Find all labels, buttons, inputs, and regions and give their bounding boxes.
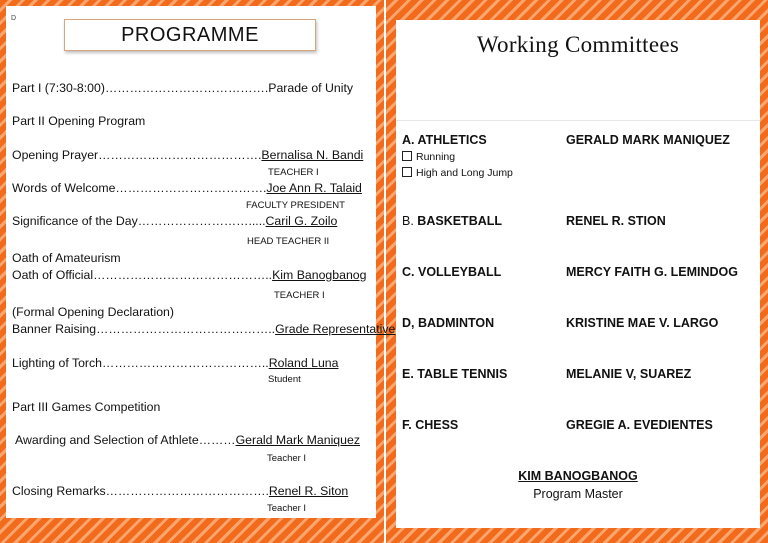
committee-letter: C. [402,265,418,279]
committee-sport: CHESS [415,418,459,432]
opening-prayer-role: TEACHER I [268,167,319,178]
program-master-role: Program Master [533,487,623,501]
oath-official-label: Oath of Official [12,268,94,282]
basketball-head: RENEL R. STION [566,214,666,228]
part1-label: Part I (7:30-8:00) [12,81,105,95]
event-label: Running [416,151,456,163]
part3-heading: Part III Games Competition [12,400,161,414]
checkbox-icon [402,151,412,161]
awarding-label: Awarding and Selection of Athlete [15,433,199,447]
dot-leader: …………………………………….. [96,322,276,336]
closing-name: Renel R. Siton [268,484,349,498]
chess-head: GREGIE A. EVEDIENTES [566,418,713,432]
welcome-line [12,181,374,195]
committees-panel [396,20,760,528]
event-jump [402,167,513,179]
welcome-name: Joe Ann R. Talaid [266,181,362,195]
significance-line [12,214,374,228]
programme-panel [6,6,396,518]
corner-mark: D [11,15,17,22]
formal-opening-line: (Formal Opening Declaration) [12,305,174,319]
committee-volleyball [402,265,501,279]
volleyball-head: MERCY FAITH G. LEMINDOG [566,265,738,279]
part1-value: Parade of Unity [268,81,354,95]
committee-sport: TABLE TENNIS [417,367,508,381]
committee-basketball [402,214,502,228]
committee-chess [402,418,458,432]
committee-letter: D, [402,316,418,330]
oath-amateurism-line: Oath of Amateurism [12,251,121,265]
significance-label: Significance of the Day [12,214,138,228]
closing-role: Teacher I [267,503,307,514]
banner-raising-label: Banner Raising [12,322,97,336]
oath-official-line [12,268,374,282]
programme-title: PROGRAMME [64,19,316,51]
committee-letter: F. [402,418,416,432]
oath-official-name: Kim Banogbanog [272,268,367,282]
committee-letter: A. [402,133,418,147]
opening-prayer-label: Opening Prayer [12,148,99,162]
committee-sport: VOLLEYBALL [417,265,502,279]
event-running [402,151,455,163]
torch-line [12,356,374,370]
oath-official-role: TEACHER I [274,290,325,301]
committees-title: Working Committees [476,32,680,57]
opening-prayer-name: Bernalisa N. Bandi [261,148,364,162]
dot-leader: ………………………………. [115,181,267,195]
part1-line [12,81,374,95]
event-label: High and Long Jump [416,167,513,179]
dot-leader: …………………………………. [98,148,262,162]
checkbox-icon [402,167,412,177]
welcome-role: FACULTY PRESIDENT [246,200,345,211]
dot-leader: …………………………………. [105,484,269,498]
dot-leader: ……… [198,433,236,447]
committee-sport: BASKETBALL [417,214,503,228]
dot-leader: ………………………..... [137,214,266,228]
banner-raising-line [12,322,396,336]
banner-raising-name: Grade Representative [275,322,396,336]
dot-leader: ………………………………….. [102,356,269,370]
committee-badminton [402,316,494,330]
torch-label: Lighting of Torch [12,356,103,370]
significance-role: HEAD TEACHER II [247,236,330,247]
program-master-name: KIM BANOGBANOG [518,469,638,483]
committee-athletics [402,133,487,147]
closing-line [12,484,374,498]
part2-heading: Part II Opening Program [12,114,146,128]
title-divider [396,120,760,121]
dot-leader: …………………………………….. [93,268,273,282]
table-tennis-head: MELANIE V, SUAREZ [566,367,692,381]
dot-leader: …………………………………. [104,81,269,95]
committee-letter: B. [402,214,418,228]
torch-role: Student [268,374,301,385]
committee-sport: ATHLETICS [417,133,487,147]
closing-label: Closing Remarks [12,484,106,498]
badminton-head: KRISTINE MAE V. LARGO [566,316,719,330]
committee-letter: E. [402,367,418,381]
welcome-label: Words of Welcome [12,181,116,195]
torch-name: Roland Luna [268,356,339,370]
committee-table-tennis [402,367,507,381]
athletics-head: GERALD MARK MANIQUEZ [566,133,730,147]
significance-name: Caril G. Zoilo [265,214,338,228]
awarding-line [15,433,377,447]
opening-prayer-line [12,148,374,162]
awarding-role: Teacher I [267,453,307,464]
awarding-name: Gerald Mark Maniquez [235,433,360,447]
committee-sport: BADMINTON [417,316,495,330]
